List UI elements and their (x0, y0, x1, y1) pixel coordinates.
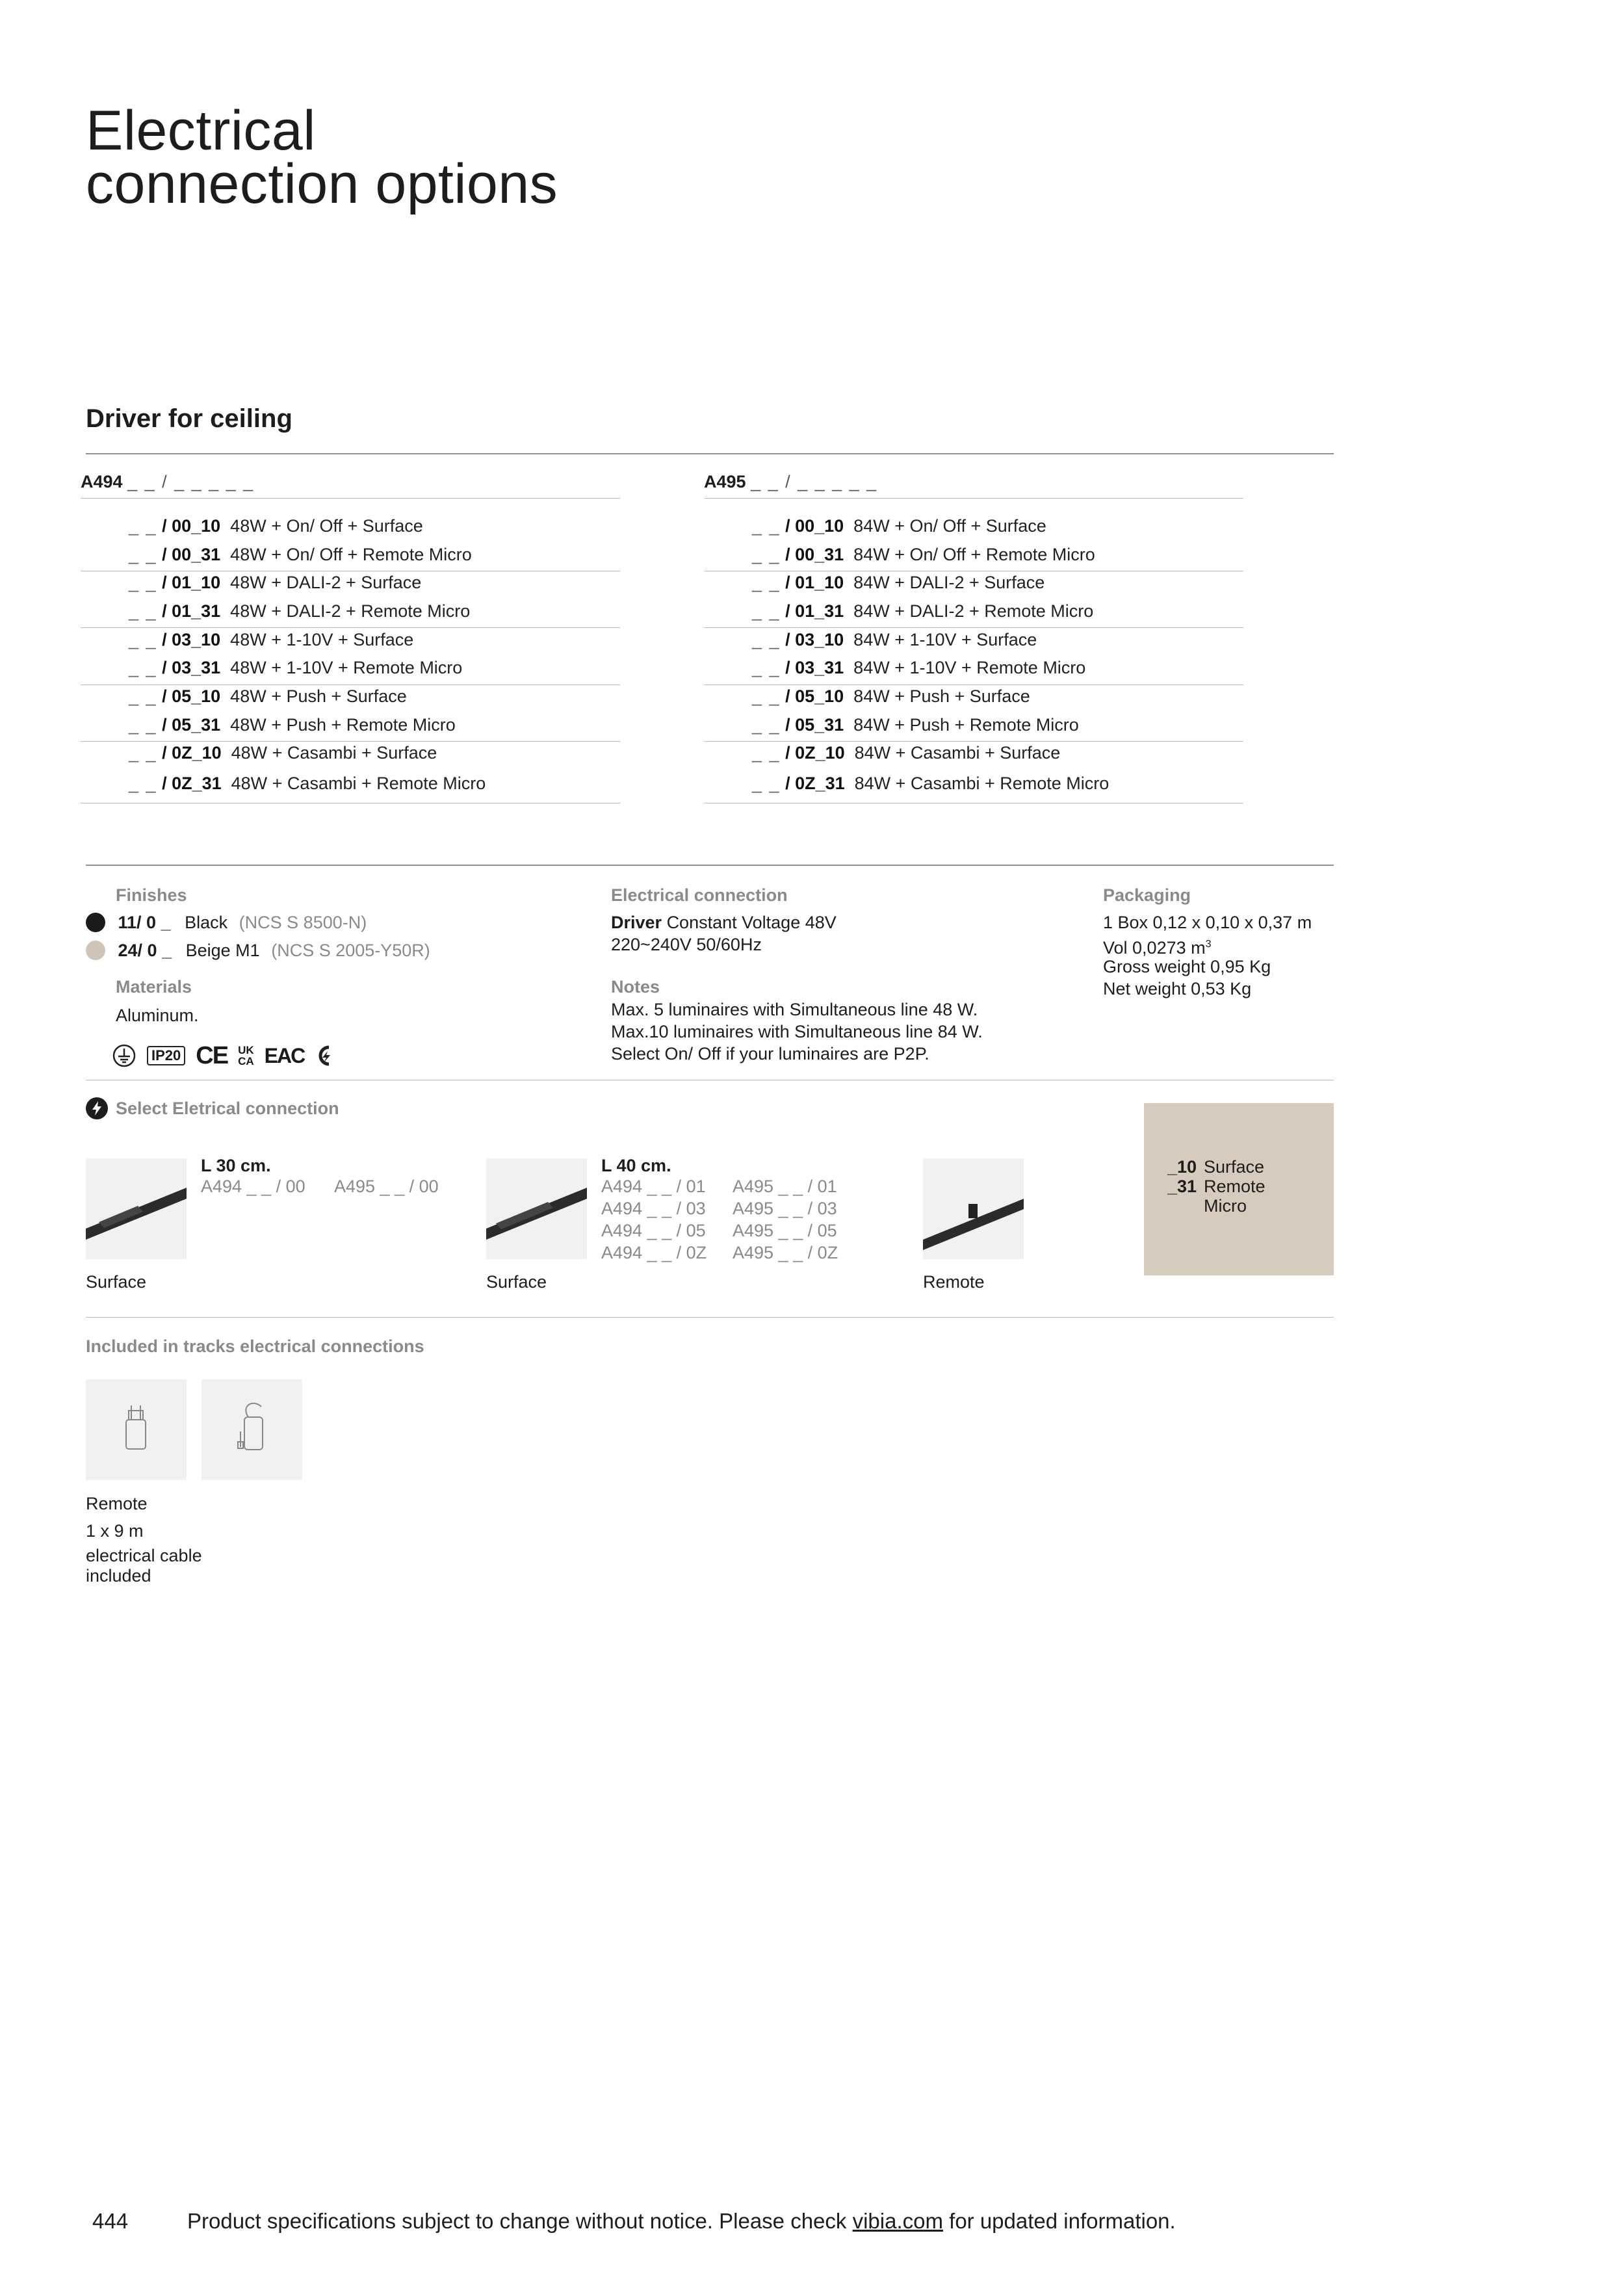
packaging-box: 1 Box 0,12 x 0,10 x 0,37 m (1103, 913, 1312, 932)
a495-header-rule (704, 498, 1243, 499)
included-length: 1 x 9 m (86, 1521, 144, 1541)
ukca-mark: UK CA (238, 1044, 254, 1067)
option-1-code-a494: A494 _ _ / 00 (201, 1177, 305, 1196)
code-row: _ _ / 0Z_31 48W + Casambi + Remote Micro (129, 774, 486, 793)
option-2-caption: Surface (486, 1272, 547, 1292)
a494-code-header: A494 _ _ / _ _ _ _ _ (81, 472, 255, 491)
option-2-code-05-a494: A494 _ _ / 05 (601, 1221, 706, 1240)
certification-icons (112, 1043, 337, 1069)
section-title: Driver for ceiling (86, 404, 292, 433)
option-2-code-0z-a495: A495 _ _ / 0Z (733, 1243, 838, 1262)
voltage-line: 220~240V 50/60Hz (611, 935, 762, 954)
surface-40-thumbnail[interactable] (486, 1158, 587, 1259)
code-row: _ _ / 01_10 84W + DALI-2 + Surface (752, 573, 1045, 592)
code-row: _ _ / 05_31 84W + Push + Remote Micro (752, 715, 1079, 735)
option-2-code-03-a494: A494 _ _ / 03 (601, 1199, 706, 1218)
code-row: _ _ / 03_10 84W + 1-10V + Surface (752, 630, 1037, 649)
notes-label: Notes (611, 977, 660, 997)
page-number: 444 (92, 2209, 129, 2233)
eac-mark: EAC (264, 1043, 305, 1067)
remote-thumbnail[interactable] (923, 1158, 1024, 1259)
option-1-caption: Surface (86, 1272, 147, 1292)
packaging-net: Net weight 0,53 Kg (1103, 979, 1252, 998)
code-row: _ _ / 05_31 48W + Push + Remote Micro (129, 715, 456, 735)
code-row: _ _ / 03_10 48W + 1-10V + Surface (129, 630, 414, 649)
black-swatch (86, 913, 105, 932)
row-divider (81, 741, 620, 742)
code-row: _ _ / 03_31 48W + 1-10V + Remote Micro (129, 658, 463, 677)
specs-rule (86, 865, 1334, 866)
lightning-icon (86, 1097, 108, 1119)
ip20-badge: IP20 (147, 1046, 185, 1065)
code-row: _ _ / 0Z_10 84W + Casambi + Surface (752, 743, 1061, 763)
code-row: _ _ / 0Z_31 84W + Casambi + Remote Micro (752, 774, 1110, 793)
driver-line: Driver Constant Voltage 48V (611, 913, 837, 932)
option-1-code-a495: A495 _ _ / 00 (334, 1177, 439, 1196)
cable-thumbnail[interactable] (201, 1379, 302, 1480)
row-divider (704, 627, 1243, 628)
code-row: _ _ / 00_31 48W + On/ Off + Remote Micro (129, 545, 472, 564)
a494-header-rule (81, 498, 620, 499)
ground-icon (112, 1043, 136, 1068)
code-row: _ _ / 0Z_10 48W + Casambi + Surface (129, 743, 437, 763)
materials-label: Materials (116, 977, 192, 997)
legend-list: _10 Surface _31 Remote Micro (1167, 1157, 1266, 1216)
code-row: _ _ / 05_10 48W + Push + Surface (129, 686, 407, 706)
notes-line-3: Select On/ Off if your luminaires are P2P. (611, 1044, 929, 1063)
beige-swatch (86, 941, 105, 960)
packaging-gross: Gross weight 0,95 Kg (1103, 957, 1271, 976)
option-1-length: L 30 cm. (201, 1156, 271, 1175)
finish-black: 11/ 0 _ Black (NCS S 8500-N) (86, 911, 367, 933)
packaging-label: Packaging (1103, 885, 1191, 905)
vibia-link[interactable]: vibia.com (852, 2209, 943, 2233)
finish-beige: 24/ 0 _ Beige M1 (NCS S 2005-Y50R) (86, 939, 430, 961)
included-cable: electrical cable included (86, 1546, 202, 1585)
a495-code-header: A495 _ _ / _ _ _ _ _ (704, 472, 878, 491)
ce-mark: CE (196, 1041, 228, 1069)
option-2-code-05-a495: A495 _ _ / 05 (733, 1221, 837, 1240)
footer-note: Product specifications subject to change without notice. Please check vibia.com for updated information. (187, 2209, 1176, 2233)
included-rule (86, 1317, 1334, 1318)
included-label: Included in tracks electrical connections (86, 1337, 424, 1356)
materials-value: Aluminum. (116, 1006, 199, 1025)
ce-marking-icon (315, 1043, 337, 1068)
select-connection-label: Select Eletrical connection (116, 1099, 339, 1118)
option-2-length: L 40 cm. (601, 1156, 671, 1175)
row-divider (704, 741, 1243, 742)
code-row: _ _ / 01_10 48W + DALI-2 + Surface (129, 573, 422, 592)
option-2-code-01-a494: A494 _ _ / 01 (601, 1177, 706, 1196)
code-row: _ _ / 01_31 84W + DALI-2 + Remote Micro (752, 601, 1094, 621)
section-rule (86, 453, 1334, 454)
notes-line-1: Max. 5 luminaires with Simultaneous line 48 W. (611, 1000, 978, 1019)
option-3-caption: Remote (923, 1272, 985, 1292)
surface-30-thumbnail[interactable] (86, 1158, 187, 1259)
page-title: Electrical connection options (86, 99, 558, 215)
code-row: _ _ / 00_31 84W + On/ Off + Remote Micro (752, 545, 1095, 564)
electrical-label: Electrical connection (611, 885, 788, 905)
code-row: _ _ / 03_31 84W + 1-10V + Remote Micro (752, 658, 1086, 677)
code-row: _ _ / 01_31 48W + DALI-2 + Remote Micro (129, 601, 471, 621)
code-row: _ _ / 00_10 84W + On/ Off + Surface (752, 516, 1046, 536)
row-divider (81, 627, 620, 628)
packaging-vol: Vol 0,0273 $m^3$ (1103, 938, 1212, 958)
connector-thumbnail[interactable] (86, 1379, 187, 1480)
code-row: _ _ / 05_10 84W + Push + Surface (752, 686, 1030, 706)
option-2-code-01-a495: A495 _ _ / 01 (733, 1177, 837, 1196)
code-row: _ _ / 00_10 48W + On/ Off + Surface (129, 516, 423, 536)
notes-line-2: Max.10 luminaires with Simultaneous line 84 W. (611, 1022, 983, 1041)
option-2-code-0z-a494: A494 _ _ / 0Z (601, 1243, 707, 1262)
option-2-code-03-a495: A495 _ _ / 03 (733, 1199, 837, 1218)
included-caption: Remote (86, 1494, 148, 1513)
finishes-label: Finishes (116, 885, 187, 905)
